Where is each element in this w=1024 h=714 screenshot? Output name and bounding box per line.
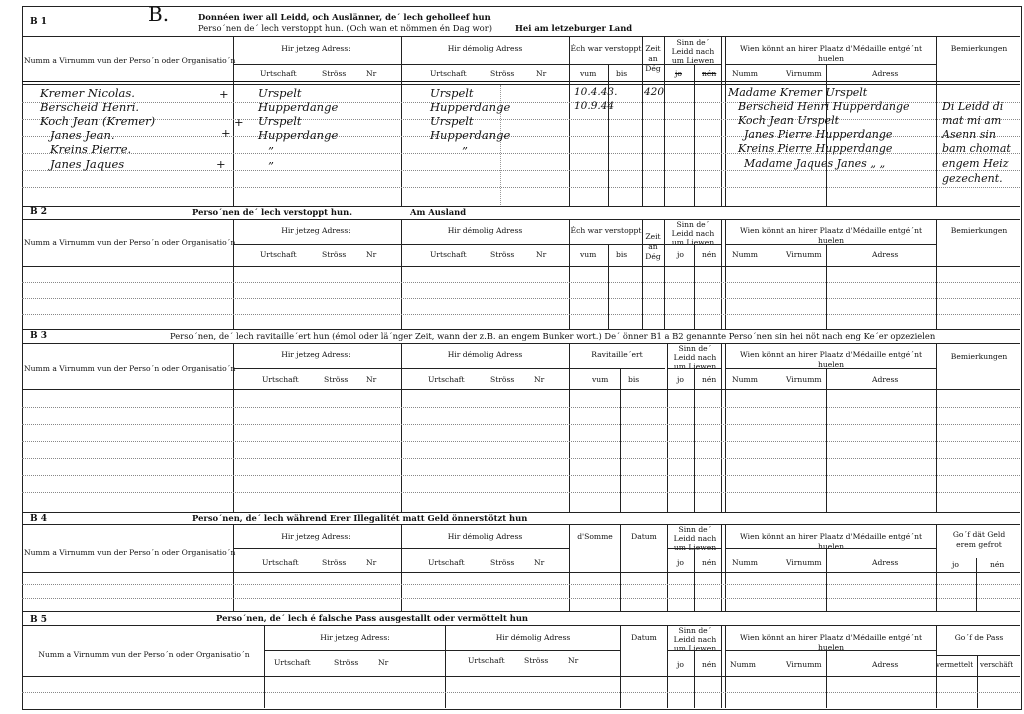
b1-title-3: Hei am letzeburger Land: [515, 23, 633, 33]
b3-col-rav: Ravitaille´ert: [591, 350, 643, 359]
b1-col-name: Numm a Virnumm vun der Perso´n oder Organisatio´n: [24, 56, 236, 65]
hw-medal-2: Berscheid Henri Hupperdange: [738, 100, 910, 113]
b2-col-addr-old: Hir démolig Adress: [447, 226, 523, 235]
b4-col-name: Numm a Virnumm vun der Perso´n oder Organisatio´n: [24, 548, 236, 557]
b3-col-alive: Sinn de´ Leidd nach um Liewen: [673, 344, 717, 371]
b4-sub-nr: Nr: [366, 558, 377, 567]
hw-remark-2: mat mi am: [942, 114, 1002, 127]
b3-sub-yes: jo: [677, 375, 684, 384]
b1-sub-to: bis: [616, 69, 628, 78]
b3-sub-street-old: Ströss: [490, 375, 515, 384]
hw-remark-1: Di Leidd di: [942, 100, 1004, 113]
hw-addr-old-3: Urspelt: [430, 114, 474, 128]
b5-sub-pass-2: verschäft: [980, 661, 1014, 669]
hw-addr-now-3: Urspelt: [258, 114, 302, 128]
b1-sub-surname: Numm: [732, 69, 758, 78]
hw-addr-old-5: ”: [462, 144, 468, 158]
b4-sub-address: Adress: [872, 558, 899, 567]
b4-sub-street: Ströss: [322, 558, 347, 567]
b5-title: Perso´nen, de´ lech é falsche Pass ausgestallt oder vermöttelt hun: [216, 613, 529, 623]
b3-code: B 3: [30, 331, 48, 341]
b2-sub-town-old: Urtschaft: [430, 250, 467, 259]
b5-sub-nr-old: Nr: [568, 656, 579, 665]
b5-code: B 5: [30, 615, 48, 625]
hw-remark-3: Asenn sin: [942, 128, 997, 141]
b4-sub-firstname: Virnumm: [786, 558, 822, 567]
b1-sub-firstname: Virnumm: [786, 69, 822, 78]
b4-col-gave: Go´f dät Geld erem gefrot: [952, 530, 1006, 549]
hw-cross-3: +: [221, 126, 231, 140]
hw-name-1: Kremer Nicolas.: [40, 86, 135, 100]
hw-medal-1: Madame Kremer Urspelt: [728, 86, 868, 99]
b5-col-name: Numm a Virnumm vun der Perso´n oder Organisatio´n: [38, 650, 250, 659]
hw-addr-old-1: Urspelt: [430, 86, 474, 100]
b5-sub-nr: Nr: [378, 658, 389, 667]
b5-sub-street-old: Ströss: [524, 656, 549, 665]
b4-sub-town: Urtschaft: [262, 558, 299, 567]
b1-col-time: Zeit an Dég: [645, 44, 661, 73]
b3-sub-street: Ströss: [324, 375, 349, 384]
b5-col-addr-now: Hir jetzeg Adress:: [320, 633, 390, 642]
b2-sub-firstname: Virnumm: [786, 250, 822, 259]
b2-col-alive: Sinn de´ Leidd nach um Liewen: [671, 220, 715, 247]
hw-cross-1: +: [219, 87, 229, 101]
b1-sub-town: Urtschaft: [260, 69, 297, 78]
b1-sub-yes: jo: [675, 69, 682, 78]
b1-sub-nr-old: Nr: [536, 69, 547, 78]
hw-medal-6: Madame Jaques Janes „ „: [744, 157, 886, 170]
b4-sub-gave-yes: jo: [952, 560, 959, 569]
b3-col-addr-now: Hir jetzeg Adress:: [281, 350, 351, 359]
hw-medal-5: Kreins Pierre Hupperdange: [738, 142, 893, 155]
b2-col-time: Zeit an Dég: [645, 232, 661, 261]
b3-sub-to: bis: [628, 375, 640, 384]
b5-col-addr-old: Hir démolig Adress: [495, 633, 571, 642]
b1-col-medal: Wien könnt an hirer Plaatz d'Médaille entgé´nt huelen: [739, 44, 923, 63]
b2-sub-from: vum: [580, 250, 597, 259]
b4-sub-town-old: Urtschaft: [428, 558, 465, 567]
b4-title: Perso´nen, de´ lech während Erer Illegalitét matt Geld önnerstötzt hun: [192, 513, 528, 523]
hw-remark-6: gezechent.: [942, 172, 1003, 185]
b5-sub-firstname: Virnumm: [786, 660, 822, 669]
b2-sub-to: bis: [616, 250, 628, 259]
b4-col-sum: d'Somme: [577, 532, 613, 541]
b2-code: B 2: [30, 207, 48, 217]
b2-sub-town: Urtschaft: [260, 250, 297, 259]
b2-col-medal: Wien könnt an hirer Plaatz d'Médaille entgé´nt huelen: [739, 226, 923, 245]
b5-sub-pass-1: vermettelt: [936, 661, 974, 669]
hw-name-2: Berscheid Henri.: [40, 100, 140, 114]
b1-sub-street: Ströss: [322, 69, 347, 78]
hw-name-3: Koch Jean (Kremer): [40, 114, 156, 128]
b5-col-medal: Wien könnt an hirer Plaatz d'Médaille entgé´nt huelen: [739, 633, 923, 652]
b4-sub-yes: jo: [677, 558, 684, 567]
b3-sub-surname: Numm: [732, 375, 758, 384]
b3-sub-address: Adress: [872, 375, 899, 384]
hw-addr-now-5: ”: [268, 144, 274, 158]
b4-sub-no: nén: [702, 558, 717, 567]
b5-col-date: Datum: [631, 633, 657, 642]
b5-col-pass: Go´f de Pass: [954, 633, 1004, 642]
hw-addr-now-4: Hupperdange: [258, 128, 339, 142]
b4-sub-street-old: Ströss: [490, 558, 515, 567]
b2-col-remarks: Bemierkungen: [950, 226, 1008, 235]
b5-sub-address: Adress: [872, 660, 899, 669]
b1-letter: B.: [148, 2, 170, 26]
b3-sub-firstname: Virnumm: [786, 375, 822, 384]
b5-sub-town-old: Urtschaft: [468, 656, 505, 665]
b2-sub-no: nén: [702, 250, 717, 259]
hw-addr-now-1: Urspelt: [258, 86, 302, 100]
b5-sub-yes: jo: [677, 660, 684, 669]
b2-sub-address: Adress: [872, 250, 899, 259]
b3-col-medal: Wien könnt an hirer Plaatz d'Médaille entgé´nt huelen: [739, 350, 923, 369]
b4-col-medal: Wien könnt an hirer Plaatz d'Médaille entgé´nt huelen: [739, 532, 923, 551]
hw-cross-4: +: [216, 157, 226, 171]
hw-addr-now-2: Hupperdange: [258, 100, 339, 114]
b4-code: B 4: [30, 514, 48, 524]
b1-sub-from: vum: [580, 69, 597, 78]
b5-col-alive: Sinn de´ Leidd nach um Liewen: [673, 626, 717, 653]
b1-col-addr-now: Hir jetzeg Adress:: [281, 44, 351, 53]
b5-sub-no: nén: [702, 660, 717, 669]
hw-addr-old-2: Hupperdange: [430, 100, 511, 114]
b5-sub-town: Urtschaft: [274, 658, 311, 667]
b3-col-name: Numm a Virnumm vun der Perso´n oder Organisatio´n: [24, 364, 236, 373]
b1-col-hidden: Éch war verstoppt: [570, 44, 642, 53]
b3-sub-town: Urtschaft: [262, 375, 299, 384]
hw-cross-2: +: [234, 115, 244, 129]
hw-remark-5: engem Heiz: [942, 157, 1009, 170]
b2-sub-street-old: Ströss: [490, 250, 515, 259]
hw-from-1: 10.4.43.: [574, 86, 618, 98]
b1-col-addr-old: Hir démolig Adress: [447, 44, 523, 53]
hw-from-2: 10.9.44: [574, 100, 615, 112]
b5-sub-surname: Numm: [730, 660, 756, 669]
b1-title-2: Perso´nen de´ lech verstoppt hun. (Och wan et nömmen én Dag wor): [198, 23, 492, 33]
b4-sub-gave-no: nén: [990, 560, 1005, 569]
b1-col-alive: Sinn de´ Leidd nach um Liewen: [671, 38, 715, 65]
hw-name-6: Janes Jaques: [50, 157, 125, 171]
b1-sub-nr: Nr: [366, 69, 377, 78]
b4-col-date: Datum: [631, 532, 657, 541]
b2-title-2: Am Ausland: [410, 207, 467, 217]
hw-medal-4: Janes Pierre Hupperdange: [744, 128, 893, 141]
b5-sub-street: Ströss: [334, 658, 359, 667]
b3-sub-nr-old: Nr: [534, 375, 545, 384]
b2-col-addr-now: Hir jetzeg Adress:: [281, 226, 351, 235]
b3-sub-nr: Nr: [366, 375, 377, 384]
b2-col-hidden: Éch war verstoppt: [570, 226, 642, 235]
b4-sub-nr-old: Nr: [534, 558, 545, 567]
b1-col-remarks: Bemierkungen: [950, 44, 1008, 53]
b2-sub-nr-old: Nr: [536, 250, 547, 259]
b4-col-addr-old: Hir démolig Adress: [447, 532, 523, 541]
b2-sub-street: Ströss: [322, 250, 347, 259]
b2-sub-nr: Nr: [366, 250, 377, 259]
b3-title: Perso´nen, de´ lech ravitaille´ert hun (émol oder lä´nger Zeit, wann der z.B. an engem Bunker wort.) De´ önner B1 a B2 genannte Perso´nen sin hei nöt nach eng Ke´er opzezielen: [170, 331, 936, 341]
b4-col-alive: Sinn de´ Leidd nach um Liewen: [673, 525, 717, 552]
b2-sub-yes: jo: [677, 250, 684, 259]
hw-days: 420: [644, 86, 665, 98]
b2-title: Perso´nen de´ lech verstoppt hun.: [192, 207, 353, 217]
hw-medal-3: Koch Jean Urspelt: [738, 114, 840, 127]
hw-addr-now-6: ”: [268, 159, 274, 173]
b1-sub-no: nén: [702, 69, 717, 78]
b3-sub-no: nén: [702, 375, 717, 384]
b4-col-addr-now: Hir jetzeg Adress:: [281, 532, 351, 541]
b1-sub-town-old: Urtschaft: [430, 69, 467, 78]
hw-name-5: Kreins Pierre.: [50, 142, 132, 156]
b1-code: B 1: [30, 17, 48, 27]
b1-sub-address: Adress: [872, 69, 899, 78]
b1-sub-street-old: Ströss: [490, 69, 515, 78]
b1-title-1: Donnéen iwer all Leidd, och Auslänner, de´ lech geholleef hun: [198, 12, 491, 22]
hw-name-4: Janes Jean.: [50, 128, 115, 142]
b3-sub-from: vum: [592, 375, 609, 384]
hw-addr-old-4: Hupperdange: [430, 128, 511, 142]
b3-col-addr-old: Hir démolig Adress: [447, 350, 523, 359]
b3-sub-town-old: Urtschaft: [428, 375, 465, 384]
b2-col-name: Numm a Virnumm vun der Perso´n oder Organisatio´n: [24, 238, 236, 247]
b4-sub-surname: Numm: [732, 558, 758, 567]
b3-col-remarks: Bemierkungen: [950, 352, 1008, 361]
b2-sub-surname: Numm: [732, 250, 758, 259]
hw-remark-4: bam chomat: [942, 142, 1011, 155]
